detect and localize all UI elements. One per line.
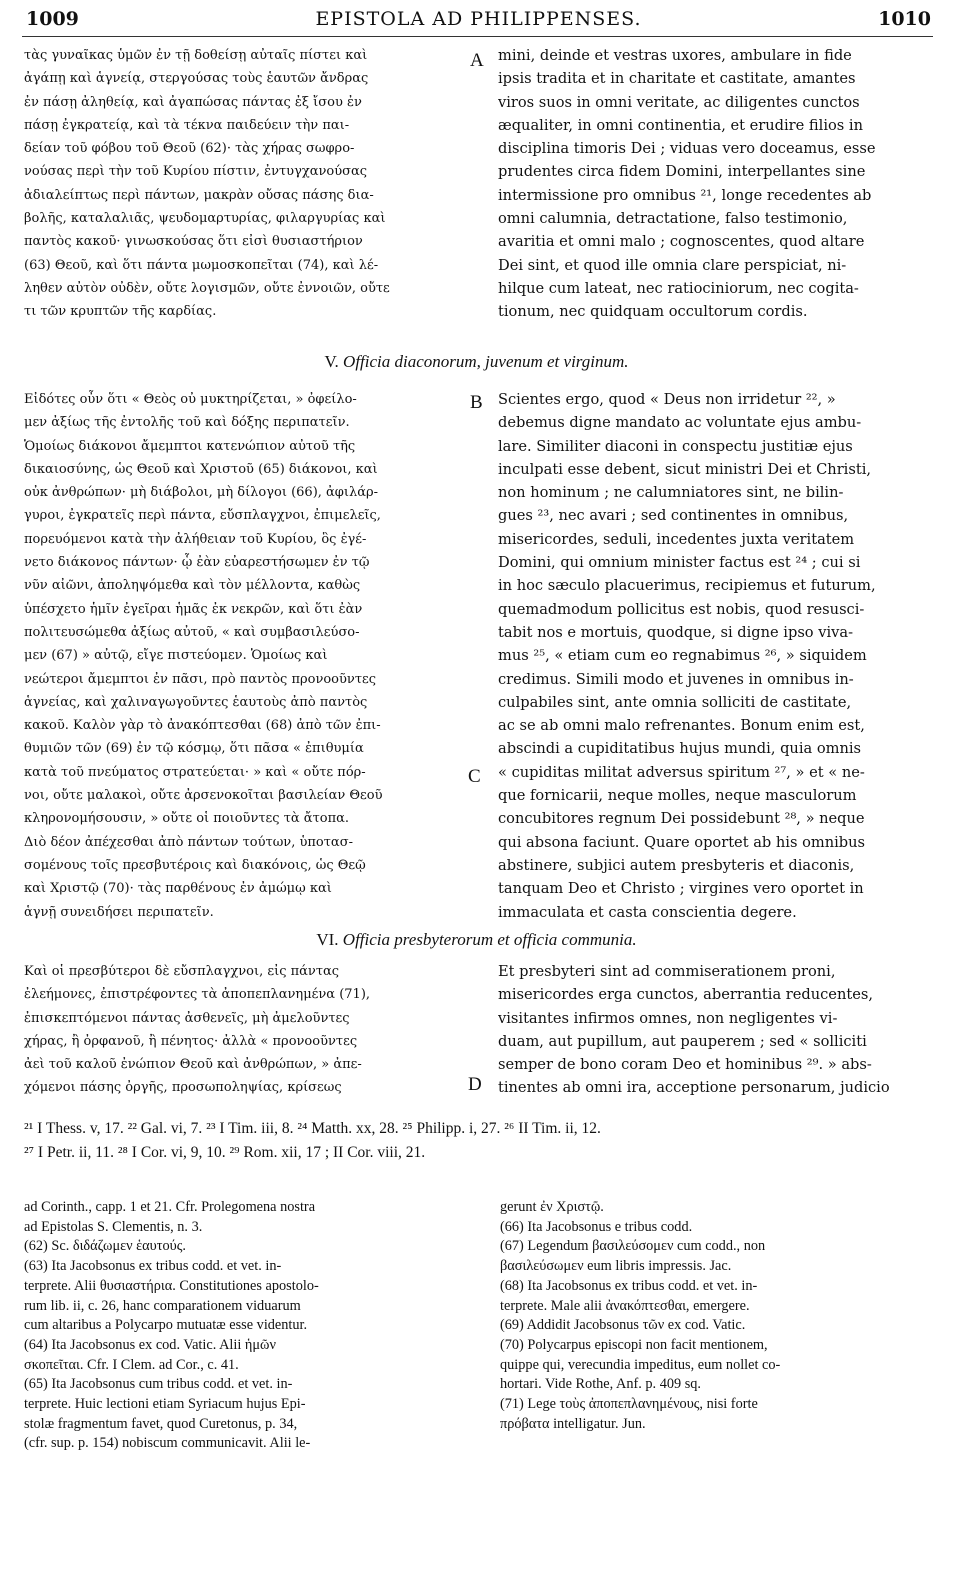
text-line: tabit nos e mortuis, quodque, si digne ipso viva-: [498, 623, 854, 641]
text-line: (63) Θεοῦ, καὶ ὅτι πάντα μωμοσκοπεῖται (74), καὶ λέ-: [24, 257, 379, 273]
text-line: visitantes infirmos omnes, non negligentes vi-: [498, 1009, 838, 1027]
text-line: Καὶ οἱ πρεσβύτεροι δὲ εὔσπλαγχνοι, εἰς πάντας: [24, 964, 340, 979]
margin-marker-a: A: [470, 50, 484, 71]
text-line: gues ²³, nec avari ; sed continentes in omnibus,: [498, 507, 849, 525]
text-line: inculpati esse debent, sicut ministri Dei et Christi,: [498, 460, 872, 478]
text-line: γυροι, ἐγκρατεῖς περὶ πάντα, εὔσπλαγχνοι, ἐπιμελεῖς,: [24, 508, 381, 524]
text-line: intermissione pro omnibus ²¹, longe recedentes ab: [498, 186, 872, 204]
margin-marker-d: D: [468, 1074, 482, 1095]
text-line: « cupiditas militat adversus spiritum ²⁷, » et « ne-: [498, 763, 865, 781]
latin-column-block-2: [498, 388, 932, 924]
text-line: ac se ab omni malo refrenantes. Bonum enim est,: [498, 717, 865, 735]
text-line: ἁγνῇ συνειδήσει περιπατεῖν.: [24, 904, 214, 920]
text-line: lare. Similiter diaconi in conspectu justitiæ ejus: [498, 437, 853, 455]
text-line: δικαιοσύνης, ὡς Θεοῦ καὶ Χριστοῦ (65) διάκονοι, καὶ: [24, 461, 378, 477]
text-line: (62) Sc. διδάζωμεν ἑαυτούς.: [24, 1238, 186, 1255]
text-line: cum altaribus a Polycarpo mutuatæ esse videntur.: [24, 1317, 308, 1334]
text-line: χήρας, ἢ ὀρφανοῦ, ἢ πένητος· ἀλλὰ « προνοοῦντες: [24, 1033, 358, 1049]
text-line: τὰς γυναῖκας ὑμῶν ἐν τῇ δοθείσῃ αὐταῖς πίστει καὶ: [24, 48, 368, 63]
text-line: terprete. Male alii ἀνακόπτεσθαι, emergere.: [500, 1297, 750, 1314]
text-line: avaritia et omni malo ; cognoscentes, quod altare: [498, 233, 865, 251]
text-line: mini, deinde et vestras uxores, ambulare in fide: [498, 47, 852, 64]
text-line: concubitores regnum Dei possidebunt ²⁸, » neque: [498, 810, 865, 828]
text-line: ληθεν αὐτὸν οὐδὲν, οὔτε λογισμῶν, οὔτε ἐννοιῶν, οὔτε: [24, 280, 390, 296]
greek-column-block-1: [24, 44, 470, 324]
margin-marker-b: B: [470, 392, 483, 413]
text-line: mus ²⁵, « etiam cum eo regnabimus ²⁶, » siquidem: [498, 647, 867, 665]
text-line: (65) Ita Jacobsonus cum tribus codd. et vet. in-: [24, 1376, 293, 1393]
text-line: Et presbyteri sint ad commiserationem proni,: [498, 963, 836, 980]
text-line: terprete. Huic lectioni etiam Syriacum hujus Epi-: [24, 1396, 306, 1413]
text-line: μεν ἀξίως τῆς ἐντολῆς τοῦ καὶ δόξης περιπατεῖν.: [24, 415, 350, 431]
text-line: κατὰ τοῦ πνεύματος στρατεύεται· » καὶ « οὔτε πόρ-: [24, 764, 366, 780]
section-heading-5: [0, 352, 953, 372]
text-line: θυμιῶν τῶν (69) ἐν τῷ κόσμῳ, ὅτι πᾶσα « ἐπιθυμία: [24, 741, 364, 757]
text-line: νούσας περὶ τὴν τοῦ Κυρίου πίστιν, ἐντυγχανούσας: [24, 164, 368, 180]
text-line: βασιλεύσωμεν eum libris impressis. Jac.: [500, 1258, 732, 1275]
text-line: ἐλεήμονες, ἐπιστρέφοντες τὰ ἀποπεπλανημένα (71),: [24, 987, 371, 1003]
text-line: immaculata et casta conscientia degere.: [498, 903, 797, 921]
text-line: ἐν πάσῃ ἀληθείᾳ, καὶ ἀγαπώσας πάντας ἐξ ἴσου ἐν: [24, 94, 362, 110]
section-title: Officia diaconorum, juvenum et virginum.: [343, 352, 629, 371]
page-header: [26, 8, 931, 34]
scripture-footnotes: [24, 1117, 931, 1165]
text-line: ²¹ I Thess. v, 17. ²² Gal. vi, 7. ²³ I Tim. iii, 8. ²⁴ Matth. xx, 28. ²⁵ Philipp. i, 27. ²⁶ II Tim. ii, 12.: [24, 1120, 601, 1137]
running-title: EPISTOLA AD PHILIPPENSES.: [315, 8, 642, 30]
text-line: ἀδιαλείπτως περὶ πάντων, μακρὰν οὔσας πάσης δια-: [24, 187, 374, 203]
text-line: ἐπισκεπτόμενοι πάντας ἀσθενεῖς, μὴ ἀμελοῦντες: [24, 1010, 350, 1026]
text-line: abstinere, subjici autem presbyteris et diaconis,: [498, 856, 855, 874]
text-line: prudentes circa fidem Domini, interpellantes sine: [498, 163, 866, 181]
text-line: culpabiles sint, ante omnia solliciti de castitate,: [498, 693, 852, 711]
text-line: δείαν τοῦ φόβου τοῦ Θεοῦ (62)· τὰς χήρας σωφρο-: [24, 141, 355, 157]
editorial-notes-left: [24, 1198, 470, 1454]
text-line: σομένους τοῖς πρεσβυτέροις καὶ διακόνοις, ὡς Θεῷ: [24, 857, 366, 873]
text-line: que fornicarii, neque molles, neque masculorum: [498, 787, 857, 805]
text-line: disciplina timoris Dei ; viduas vero doceamus, esse: [498, 140, 876, 158]
text-line: rum lib. ii, c. 26, hanc comparationem viduarum: [24, 1297, 301, 1314]
text-line: duam, aut pupillum, aut pauperem ; sed « solliciti: [498, 1032, 867, 1050]
text-line: ad Corinth., capp. 1 et 21. Cfr. Prolegomena nostra: [24, 1199, 316, 1215]
text-line: (64) Ita Jacobsonus ex cod. Vatic. Alii ἡμῶν: [24, 1336, 276, 1353]
text-line: credimus. Simili modo et juvenes in omnibus in-: [498, 670, 854, 688]
text-line: Εἰδότες οὖν ὅτι « Θεὸς οὐ μυκτηρίζεται, » ὀφείλο-: [24, 392, 357, 407]
editorial-notes-right: [500, 1198, 932, 1434]
header-rule: [22, 36, 933, 37]
text-line: quemadmodum pollicitus est nobis, quod resusci-: [498, 600, 865, 618]
text-line: κληρονομήσουσιν, » οὔτε οἱ ποιοῦντες τὰ ἄτοπα.: [24, 811, 350, 827]
text-line: ἁγνείας, καὶ χαλιναγωγοῦντες ἑαυτοὺς ἀπὸ παντὸς: [24, 694, 368, 710]
latin-column-block-3: [498, 960, 932, 1100]
text-line: Ὁμοίως διάκονοι ἄμεμπτοι κατενώπιον αὐτοῦ τῆς: [24, 438, 356, 454]
text-line: semper de bono coram Deo et hominibus ²⁹. » abs-: [498, 1056, 872, 1074]
section-heading-6: [0, 930, 953, 950]
text-line: (68) Ita Jacobsonus ex tribus codd. et vet. in-: [500, 1277, 758, 1294]
text-line: (69) Addidit Jacobsonus τῶν ex cod. Vatic.: [500, 1317, 746, 1334]
text-line: νοι, οὔτε μαλακοὶ, οὔτε ἀρσενοκοῖται βασιλείαν Θεοῦ: [24, 788, 383, 804]
text-line: Dei sint, et quod ille omnia clare perspiciat, ni-: [498, 256, 847, 274]
text-line: (67) Legendum βασιλεύσομεν cum codd., non: [500, 1238, 766, 1255]
text-line: æqualiter, in omni continentia, et erudire filios in: [498, 116, 863, 134]
text-line: ²⁷ I Petr. ii, 11. ²⁸ I Cor. vi, 9, 10. ²⁹ Rom. xii, 17 ; II Cor. viii, 21.: [24, 1144, 426, 1161]
text-line: quippe qui, verecundia impeditus, eum nollet co-: [500, 1356, 781, 1373]
text-line: (70) Polycarpus episcopi non facit mentionem,: [500, 1336, 768, 1353]
text-line: πορευόμενοι κατὰ τὴν ἀλήθειαν τοῦ Κυρίου, ὃς ἐγέ-: [24, 531, 367, 547]
text-line: (71) Lege τοὺς ἀποπεπλανημένους, nisi forte: [500, 1396, 758, 1413]
text-line: παντὸς κακοῦ· γινωσκούσας ὅτι εἰσὶ θυσιαστήριον: [24, 234, 363, 250]
text-line: νετο διάκονος πάντων· ᾧ ἐὰν εὐαρεστήσωμεν ἐν τῷ: [24, 555, 370, 571]
text-line: ἀεὶ τοῦ καλοῦ ἐνώπιον Θεοῦ καὶ ἀνθρώπων, » ἀπε-: [24, 1057, 362, 1073]
text-line: misericordes erga cunctos, aberrantia reducentes,: [498, 986, 873, 1004]
text-line: non hominum ; ne calumniatores sint, ne bilin-: [498, 484, 844, 502]
latin-column-block-1: [498, 44, 932, 324]
text-line: ὑπέσχετο ἡμῖν ἐγεῖραι ἡμᾶς ἐκ νεκρῶν, καὶ ὅτι ἐὰν: [24, 601, 363, 617]
margin-marker-c: C: [468, 766, 481, 787]
text-line: νεώτεροι ἄμεμπτοι ἐν πᾶσι, πρὸ παντὸς προνοοῦντες: [24, 671, 377, 687]
text-line: (66) Ita Jacobsonus e tribus codd.: [500, 1218, 693, 1235]
text-line: Domini, qui omnium minister factus est ²⁴ ; cui si: [498, 554, 861, 572]
text-line: κακοῦ. Καλὸν γὰρ τὸ ἀνακόπτεσθαι (68) ἀπὸ τῶν ἐπι-: [24, 718, 381, 734]
text-line: πάσῃ ἐγκρατείᾳ, καὶ τὰ τέκνα παιδεύειν τὴν παι-: [24, 117, 350, 133]
section-number: VI.: [316, 930, 339, 949]
text-line: μεν (67) » αὐτῷ, εἴγε πιστεύομεν. Ὁμοίως καὶ: [24, 648, 328, 664]
text-line: Scientes ergo, quod « Deus non irridetur ²², »: [498, 391, 836, 408]
greek-column-block-3: [24, 960, 470, 1100]
text-line: ipsis tradita et in charitate et castitate, amantes: [498, 70, 856, 88]
text-line: tionum, nec quidquam occultorum cordis.: [498, 303, 808, 321]
text-line: Διὸ δέον ἀπέχεσθαι ἀπὸ πάντων τούτων, ὑποτασ-: [24, 834, 353, 850]
text-line: qui absona faciunt. Quare oportet ab his omnibus: [498, 833, 865, 851]
text-line: terprete. Alii θυσιαστήρια. Constitutiones apostolo-: [24, 1277, 319, 1294]
text-line: misericordes, seduli, incedentes juxta veritatem: [498, 530, 855, 548]
text-line: πολιτευσώμεθα ἀξίως αὐτοῦ, « καὶ συμβασιλεύσο-: [24, 624, 360, 640]
text-line: (cfr. sup. p. 154) nobiscum communicavit. Alii le-: [24, 1435, 311, 1452]
text-line: gerunt ἐν Χριστῷ.: [500, 1199, 604, 1215]
text-line: ἀγάπῃ καὶ ἁγνείᾳ, στεργούσας τοὺς ἑαυτῶν ἄνδρας: [24, 71, 369, 87]
text-line: hortari. Vide Rothe, Anf. p. 409 sq.: [500, 1376, 702, 1393]
text-line: omni calumnia, detractatione, falso testimonio,: [498, 210, 848, 228]
greek-column-block-2: [24, 388, 470, 924]
text-line: πρόβατα intelligatur. Jun.: [500, 1415, 646, 1432]
text-line: σκοπεῖται. Cfr. I Clem. ad Cor., c. 41.: [24, 1356, 239, 1373]
text-line: νῦν αἰῶνι, ἀποληψόμεθα καὶ τὸν μέλλοντα, καθὼς: [24, 578, 361, 594]
text-line: tanquam Deo et Christo ; virgines vero oportet in: [498, 880, 864, 898]
text-line: hilque cum lateat, nec ratiociniorum, nec cogita-: [498, 279, 859, 297]
text-line: τι τῶν κρυπτῶν τῆς καρδίας.: [24, 304, 217, 320]
text-line: in hoc sæculo placuerimus, recipiemus et futurum,: [498, 577, 876, 595]
text-line: (63) Ita Jacobsonus ex tribus codd. et vet. in-: [24, 1258, 282, 1275]
text-line: tinentes ab omni ira, acceptione personarum, judicio: [498, 1079, 890, 1097]
text-line: debemus digne mandato ac voluntate ejus ambu-: [498, 414, 862, 432]
page-number-left: 1009: [26, 8, 79, 30]
text-line: οὐκ ἀνθρώπων· μὴ διάβολοι, μὴ δίλογοι (66), ἀφιλάρ-: [24, 485, 379, 501]
text-line: χόμενοι πάσης ὀργῆς, προσωποληψίας, κρίσεως: [24, 1080, 342, 1096]
text-line: abscindi a cupiditatibus hujus mundi, quia omnis: [498, 740, 862, 758]
text-line: viros suos in omni veritate, ac diligentes cunctos: [498, 93, 860, 111]
text-line: καὶ Χριστῷ (70)· τὰς παρθένους ἐν ἀμώμῳ καὶ: [24, 881, 332, 897]
text-line: ad Epistolas S. Clementis, n. 3.: [24, 1218, 203, 1235]
text-line: βολῆς, καταλαλιᾶς, ψευδομαρτυρίας, φιλαργυρίας καὶ: [24, 211, 386, 227]
section-title: Officia presbyterorum et officia communia.: [342, 930, 637, 949]
section-number: V.: [324, 352, 339, 371]
text-line: stolæ fragmentum favet, quod Curetonus, p. 34,: [24, 1415, 298, 1432]
page-number-right: 1010: [878, 8, 931, 30]
